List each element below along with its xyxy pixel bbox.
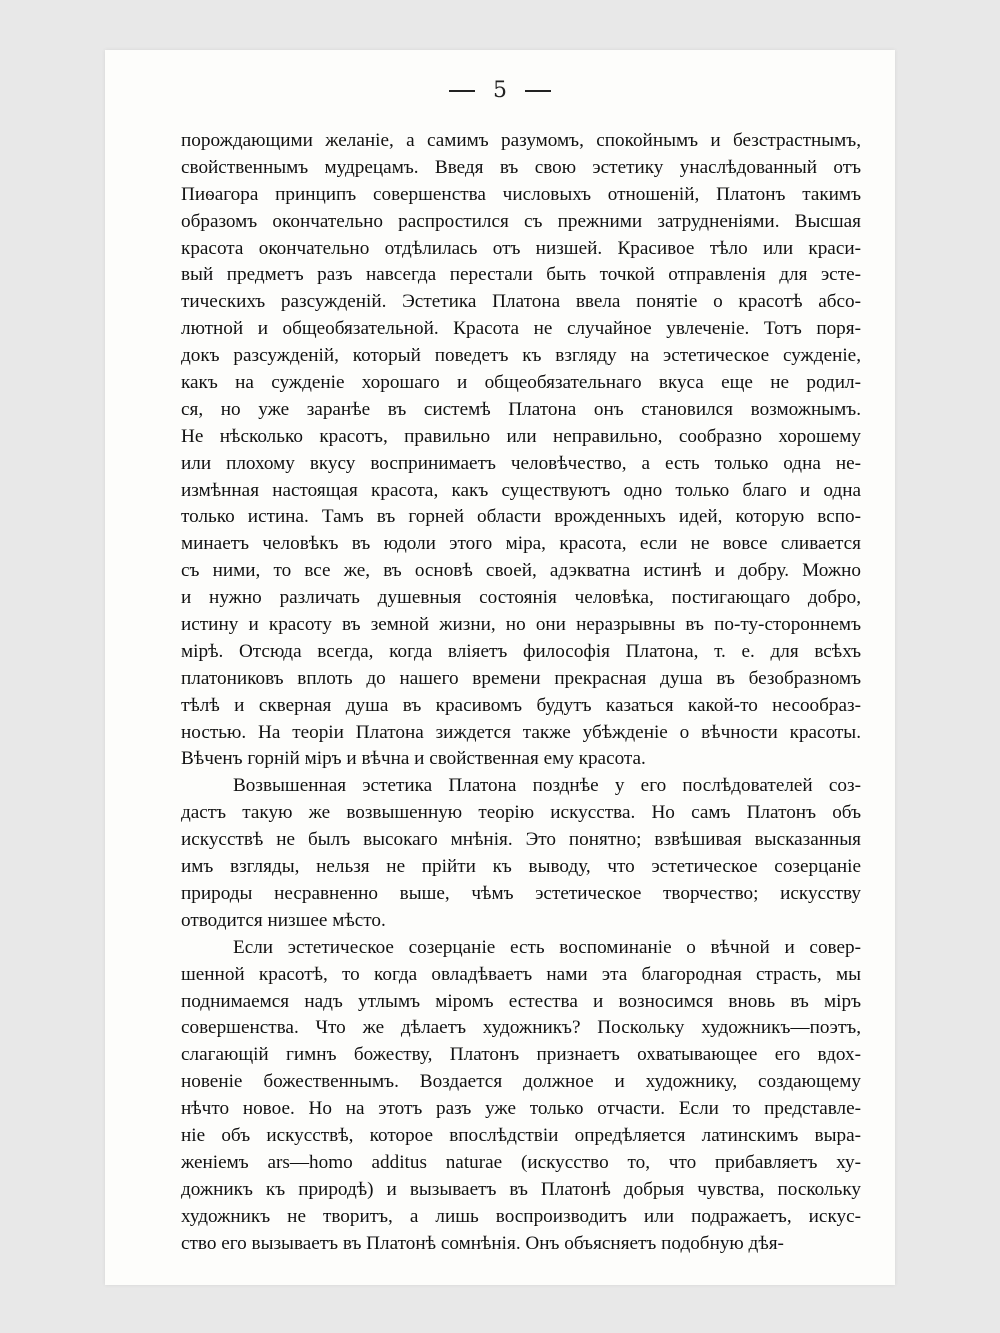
text-line: лютной и общеобязательной. Красота не случайное увлеченіе. Тотъ поря- (181, 318, 861, 340)
text-line: дожникъ къ природѣ) и вызываетъ въ Платонѣ добрыя чувства, поскольку (181, 1178, 861, 1200)
paragraph (181, 128, 861, 773)
text-line: красота окончательно отдѣлилась отъ низшей. Красивое тѣло или краси- (181, 237, 861, 259)
text-line: платониковъ вплоть до нашего времени прекрасная душа въ безобразномъ (181, 667, 861, 689)
text-line: какъ на сужденіе хорошаго и общеобязательнаго вкуса еще не родил- (181, 372, 861, 394)
text-line: женіемъ ars—homo additus naturae (искусство то, что прибавляетъ ху- (181, 1151, 861, 1173)
text-line: тѣлѣ и скверная душа въ красивомъ будутъ казаться какой-то несообраз- (181, 694, 861, 716)
text-line: ся, но уже заранѣе въ системѣ Платона онъ становился возможнымъ. (181, 398, 861, 420)
text-line: Если эстетическое созерцаніе есть воспоминаніе о вѣчной и совер- (233, 936, 861, 958)
paragraph (181, 773, 861, 934)
text-line: Вѣченъ горній міръ и вѣчна и свойственная ему красота. (181, 748, 646, 770)
text-line: дастъ такую же возвышенную теорію искусства. Но самъ Платонъ объ (181, 802, 861, 824)
text-line: докъ разсужденій, который поведетъ къ взгляду на эстетическое сужденіе, (181, 345, 861, 367)
text-line: истину и красоту въ земной жизни, но они неразрывны въ по-ту-стороннемъ (181, 614, 861, 636)
text-line: художникъ не творитъ, а лишь воспроизводитъ или подражаетъ, искус- (181, 1205, 861, 1227)
text-line: нѣчто новое. Но на этотъ разъ уже только отчасти. Если то представле- (181, 1098, 861, 1120)
text-line: отводится низшее мѣсто. (181, 909, 386, 931)
text-line: слагающій гимнъ божеству, Платонъ признаетъ охватывающее его вдох- (181, 1044, 861, 1066)
dash-left (449, 90, 475, 92)
paragraph (181, 935, 861, 1258)
text-line: образомъ окончательно распростился съ прежними затрудненіями. Высшая (181, 210, 861, 232)
text-line: тическихъ разсужденій. Эстетика Платона ввела понятіе о красотѣ абсо- (181, 291, 861, 313)
page-number-text: 5 (493, 78, 507, 103)
page-number (105, 78, 895, 103)
text-line: съ ними, то все же, въ основѣ своей, адэкватна истинѣ и добру. Можно (181, 560, 861, 582)
text-line: только истина. Тамъ въ горней области врожденныхъ идей, которую вспо- (181, 506, 861, 528)
text-line: измѣнная настоящая красота, какъ существуютъ одно только благо и одна (181, 479, 861, 501)
text-line: или плохому вкусу воспринимаетъ человѣчество, а есть только одна не- (181, 452, 861, 474)
text-line: порождающими желаніе, а самимъ разумомъ, спокойнымъ и безстрастнымъ, (181, 130, 861, 151)
text-line: и нужно различать душевныя состоянія человѣка, постигающаго добро, (181, 587, 861, 609)
text-line: Пиѳагора принципъ совершенства числовыхъ отношеній, Платонъ такимъ (181, 183, 861, 205)
text-line: имъ взгляды, нельзя не прійти къ выводу, что эстетическое созерцаніе (181, 856, 861, 878)
text-line: ніе объ искусствѣ, которое впослѣдствіи опредѣляется латинскимъ выра- (181, 1124, 861, 1146)
text-line: природы несравненно выше, чѣмъ эстетическое творчество; искусству (181, 882, 861, 904)
text-line: новеніе божественнымъ. Воздается должное и художнику, создающему (181, 1071, 861, 1093)
book-page (105, 50, 895, 1285)
text-line: мірѣ. Отсюда всегда, когда вліяетъ философія Платона, т. е. для всѣхъ (181, 640, 861, 662)
text-line: Не нѣсколько красотъ, правильно или неправильно, сообразно хорошему (181, 425, 861, 447)
text-line: Возвышенная эстетика Платона позднѣе у его послѣдователей соз- (233, 775, 861, 797)
page-text (181, 128, 861, 1257)
text-line: искусствѣ не былъ высокаго мнѣнія. Это понятно; взвѣшивая высказанныя (181, 829, 861, 851)
text-line: минаетъ человѣкъ въ юдоли этого міра, красота, если не вовсе сливается (181, 533, 861, 555)
text-line: свойственнымъ мудрецамъ. Введя въ свою эстетику унаслѣдованный отъ (181, 156, 861, 178)
text-line: вый предметъ разъ навсегда перестали быть точкой отправленія для эсте- (181, 264, 861, 286)
text-line: ностью. На теоріи Платона зиждется также убѣжденіе о вѣчности красоты. (181, 721, 861, 743)
text-line: совершенства. Что же дѣлаетъ художникъ? Поскольку художникъ—поэтъ, (181, 1017, 861, 1039)
text-line: ство его вызываетъ въ Платонѣ сомнѣнія. Онъ объясняетъ подобную дѣя- (181, 1232, 784, 1254)
text-line: шенной красотѣ, то когда овладѣваетъ нами эта благородная страсть, мы (181, 963, 861, 985)
dash-right (525, 90, 551, 92)
text-line: поднимаемся надъ утлымъ міромъ естества и возносимся вновь въ міръ (181, 990, 861, 1012)
